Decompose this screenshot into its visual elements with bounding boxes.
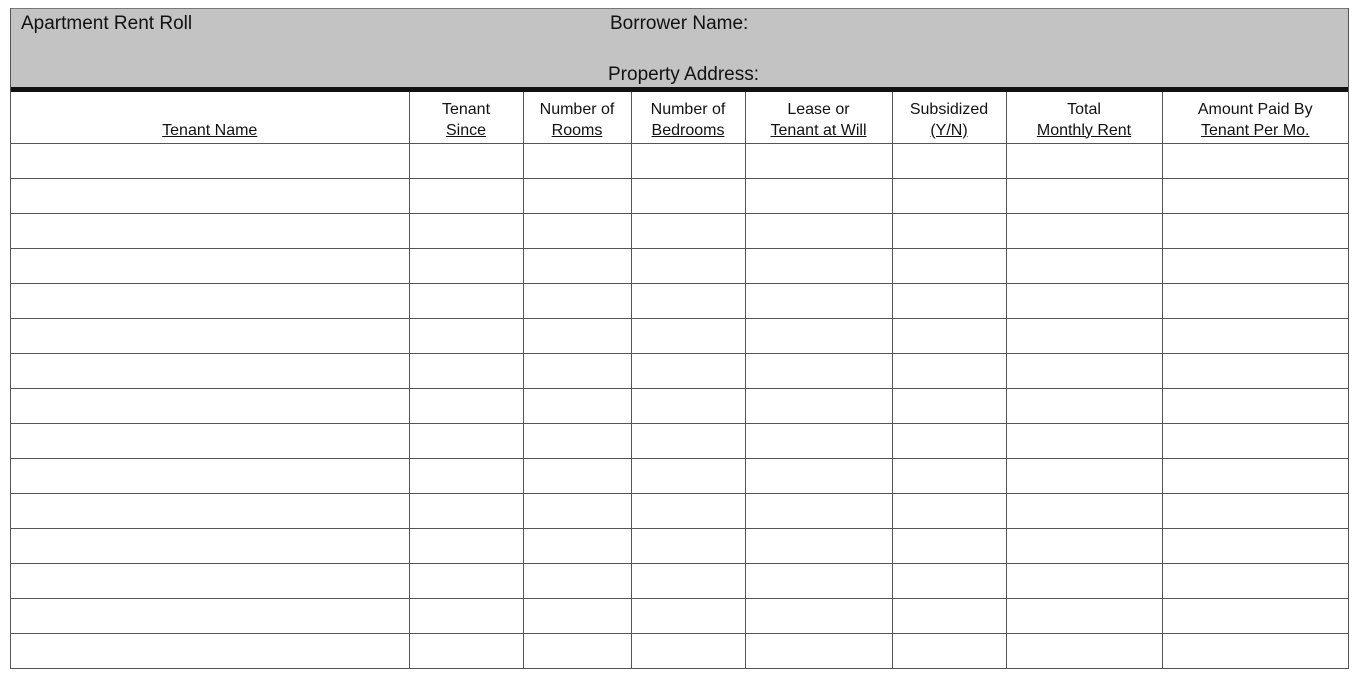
cell-subsidized[interactable] <box>892 423 1006 458</box>
cell-lease-type[interactable] <box>745 633 892 668</box>
cell-monthly-rent[interactable] <box>1006 248 1162 283</box>
cell-monthly-rent[interactable] <box>1006 563 1162 598</box>
col-header-lease-type <box>745 92 892 143</box>
cell-tenant-name[interactable] <box>11 493 409 528</box>
cell-tenant-paid[interactable] <box>1162 353 1348 388</box>
col-header-line: Total <box>1067 100 1101 118</box>
cell-bedrooms[interactable] <box>631 283 745 318</box>
cell-tenant-name[interactable] <box>11 318 409 353</box>
col-header-rooms <box>523 92 631 143</box>
cell-rooms[interactable] <box>523 178 631 213</box>
table-row <box>11 283 1348 318</box>
cell-tenant-since[interactable] <box>409 528 523 563</box>
cell-lease-type[interactable] <box>745 248 892 283</box>
cell-subsidized[interactable] <box>892 458 1006 493</box>
cell-bedrooms[interactable] <box>631 388 745 423</box>
cell-subsidized[interactable] <box>892 353 1006 388</box>
col-header-line: Amount Paid By <box>1197 100 1313 118</box>
col-header-tenant-name <box>11 92 409 143</box>
cell-tenant-paid[interactable] <box>1162 318 1348 353</box>
table-row <box>11 423 1348 458</box>
cell-lease-type[interactable] <box>745 563 892 598</box>
cell-subsidized[interactable] <box>892 528 1006 563</box>
cell-rooms[interactable] <box>523 248 631 283</box>
cell-tenant-name[interactable] <box>11 178 409 213</box>
cell-tenant-name[interactable] <box>11 283 409 318</box>
table-row <box>11 493 1348 528</box>
cell-tenant-paid[interactable] <box>1162 598 1348 633</box>
cell-subsidized[interactable] <box>892 388 1006 423</box>
col-header-monthly-rent <box>1006 92 1162 143</box>
table-row <box>11 143 1348 178</box>
table-row <box>11 353 1348 388</box>
cell-monthly-rent[interactable] <box>1006 353 1162 388</box>
table-row <box>11 213 1348 248</box>
cell-bedrooms[interactable] <box>631 143 745 178</box>
cell-bedrooms[interactable] <box>631 563 745 598</box>
rent-roll-table <box>11 92 1348 668</box>
cell-lease-type[interactable] <box>745 283 892 318</box>
cell-subsidized[interactable] <box>892 318 1006 353</box>
cell-bedrooms[interactable] <box>631 493 745 528</box>
col-header-subsidized <box>892 92 1006 143</box>
cell-tenant-paid[interactable] <box>1162 178 1348 213</box>
cell-monthly-rent[interactable] <box>1006 423 1162 458</box>
cell-tenant-paid[interactable] <box>1162 528 1348 563</box>
cell-tenant-paid[interactable] <box>1162 388 1348 423</box>
cell-bedrooms[interactable] <box>631 318 745 353</box>
cell-rooms[interactable] <box>523 458 631 493</box>
table-row <box>11 178 1348 213</box>
cell-tenant-since[interactable] <box>409 563 523 598</box>
cell-tenant-name[interactable] <box>11 143 409 178</box>
rent-roll-form <box>10 8 1349 669</box>
cell-subsidized[interactable] <box>892 213 1006 248</box>
cell-rooms[interactable] <box>523 423 631 458</box>
rent-roll-rows <box>11 143 1348 668</box>
col-header-line: Subsidized <box>909 100 989 118</box>
cell-monthly-rent[interactable] <box>1006 283 1162 318</box>
cell-tenant-since[interactable] <box>409 318 523 353</box>
cell-monthly-rent[interactable] <box>1006 633 1162 668</box>
cell-monthly-rent[interactable] <box>1006 493 1162 528</box>
cell-tenant-paid[interactable] <box>1162 213 1348 248</box>
cell-tenant-name[interactable] <box>11 353 409 388</box>
cell-tenant-since[interactable] <box>409 248 523 283</box>
col-header-label: Rooms <box>551 121 603 139</box>
cell-monthly-rent[interactable] <box>1006 528 1162 563</box>
cell-monthly-rent[interactable] <box>1006 458 1162 493</box>
cell-rooms[interactable] <box>523 318 631 353</box>
cell-tenant-paid[interactable] <box>1162 248 1348 283</box>
cell-tenant-since[interactable] <box>409 353 523 388</box>
cell-lease-type[interactable] <box>745 493 892 528</box>
cell-rooms[interactable] <box>523 213 631 248</box>
cell-subsidized[interactable] <box>892 598 1006 633</box>
column-header-row <box>11 92 1348 143</box>
col-header-label: Tenant Name <box>162 121 258 139</box>
cell-bedrooms[interactable] <box>631 423 745 458</box>
cell-lease-type[interactable] <box>745 423 892 458</box>
table-row <box>11 318 1348 353</box>
cell-tenant-paid[interactable] <box>1162 283 1348 318</box>
cell-subsidized[interactable] <box>892 178 1006 213</box>
property-address-label: Property Address: <box>608 64 760 85</box>
cell-lease-type[interactable] <box>745 388 892 423</box>
table-row <box>11 633 1348 668</box>
col-header-line: Number of <box>539 100 615 118</box>
cell-tenant-since[interactable] <box>409 458 523 493</box>
cell-rooms[interactable] <box>523 563 631 598</box>
col-header-tenant-since <box>409 92 523 143</box>
cell-tenant-paid[interactable] <box>1162 563 1348 598</box>
cell-rooms[interactable] <box>523 283 631 318</box>
cell-lease-type[interactable] <box>745 178 892 213</box>
cell-lease-type[interactable] <box>745 353 892 388</box>
cell-monthly-rent[interactable] <box>1006 178 1162 213</box>
cell-tenant-name[interactable] <box>11 423 409 458</box>
cell-bedrooms[interactable] <box>631 633 745 668</box>
borrower-name-label: Borrower Name: <box>610 13 749 34</box>
cell-tenant-since[interactable] <box>409 213 523 248</box>
cell-tenant-paid[interactable] <box>1162 143 1348 178</box>
cell-tenant-name[interactable] <box>11 458 409 493</box>
col-header-label: Monthly Rent <box>1036 121 1132 139</box>
table-row <box>11 458 1348 493</box>
cell-subsidized[interactable] <box>892 248 1006 283</box>
cell-lease-type[interactable] <box>745 318 892 353</box>
table-row <box>11 528 1348 563</box>
cell-tenant-name[interactable] <box>11 213 409 248</box>
cell-tenant-name[interactable] <box>11 248 409 283</box>
cell-monthly-rent[interactable] <box>1006 318 1162 353</box>
col-header-line: Lease or <box>787 100 850 118</box>
col-header-line: Number of <box>650 100 726 118</box>
cell-tenant-paid[interactable] <box>1162 493 1348 528</box>
cell-tenant-paid[interactable] <box>1162 633 1348 668</box>
cell-bedrooms[interactable] <box>631 458 745 493</box>
cell-rooms[interactable] <box>523 353 631 388</box>
form-header <box>11 8 1348 87</box>
cell-tenant-since[interactable] <box>409 493 523 528</box>
col-header-label: (Y/N) <box>930 121 968 139</box>
cell-tenant-since[interactable] <box>409 598 523 633</box>
col-header-label: Tenant at Will <box>770 121 867 139</box>
table-row <box>11 563 1348 598</box>
col-header-label: Bedrooms <box>651 121 725 139</box>
cell-tenant-name[interactable] <box>11 563 409 598</box>
cell-lease-type[interactable] <box>745 213 892 248</box>
cell-lease-type[interactable] <box>745 143 892 178</box>
cell-rooms[interactable] <box>523 493 631 528</box>
cell-lease-type[interactable] <box>745 598 892 633</box>
cell-subsidized[interactable] <box>892 563 1006 598</box>
col-header-line: Tenant <box>441 100 491 118</box>
cell-tenant-paid[interactable] <box>1162 423 1348 458</box>
cell-lease-type[interactable] <box>745 458 892 493</box>
cell-bedrooms[interactable] <box>631 528 745 563</box>
cell-rooms[interactable] <box>523 528 631 563</box>
cell-subsidized[interactable] <box>892 493 1006 528</box>
cell-rooms[interactable] <box>523 388 631 423</box>
cell-rooms[interactable] <box>523 633 631 668</box>
cell-rooms[interactable] <box>523 143 631 178</box>
cell-tenant-name[interactable] <box>11 598 409 633</box>
cell-tenant-since[interactable] <box>409 143 523 178</box>
cell-lease-type[interactable] <box>745 528 892 563</box>
col-header-label: Tenant Per Mo. <box>1201 121 1310 139</box>
table-row <box>11 248 1348 283</box>
cell-monthly-rent[interactable] <box>1006 388 1162 423</box>
cell-tenant-name[interactable] <box>11 528 409 563</box>
cell-monthly-rent[interactable] <box>1006 213 1162 248</box>
cell-monthly-rent[interactable] <box>1006 598 1162 633</box>
col-header-bedrooms <box>631 92 745 143</box>
cell-tenant-since[interactable] <box>409 178 523 213</box>
cell-tenant-since[interactable] <box>409 423 523 458</box>
cell-bedrooms[interactable] <box>631 248 745 283</box>
cell-monthly-rent[interactable] <box>1006 143 1162 178</box>
cell-tenant-since[interactable] <box>409 283 523 318</box>
cell-bedrooms[interactable] <box>631 178 745 213</box>
col-header-tenant-paid <box>1162 92 1348 143</box>
cell-subsidized[interactable] <box>892 633 1006 668</box>
cell-tenant-since[interactable] <box>409 633 523 668</box>
cell-rooms[interactable] <box>523 598 631 633</box>
cell-tenant-paid[interactable] <box>1162 458 1348 493</box>
cell-subsidized[interactable] <box>892 283 1006 318</box>
cell-tenant-name[interactable] <box>11 388 409 423</box>
table-row <box>11 598 1348 633</box>
form-title: Apartment Rent Roll <box>21 13 193 34</box>
cell-subsidized[interactable] <box>892 143 1006 178</box>
cell-bedrooms[interactable] <box>631 213 745 248</box>
col-header-label: Since <box>445 121 487 139</box>
table-row <box>11 388 1348 423</box>
cell-tenant-name[interactable] <box>11 633 409 668</box>
cell-bedrooms[interactable] <box>631 598 745 633</box>
cell-bedrooms[interactable] <box>631 353 745 388</box>
cell-tenant-since[interactable] <box>409 388 523 423</box>
